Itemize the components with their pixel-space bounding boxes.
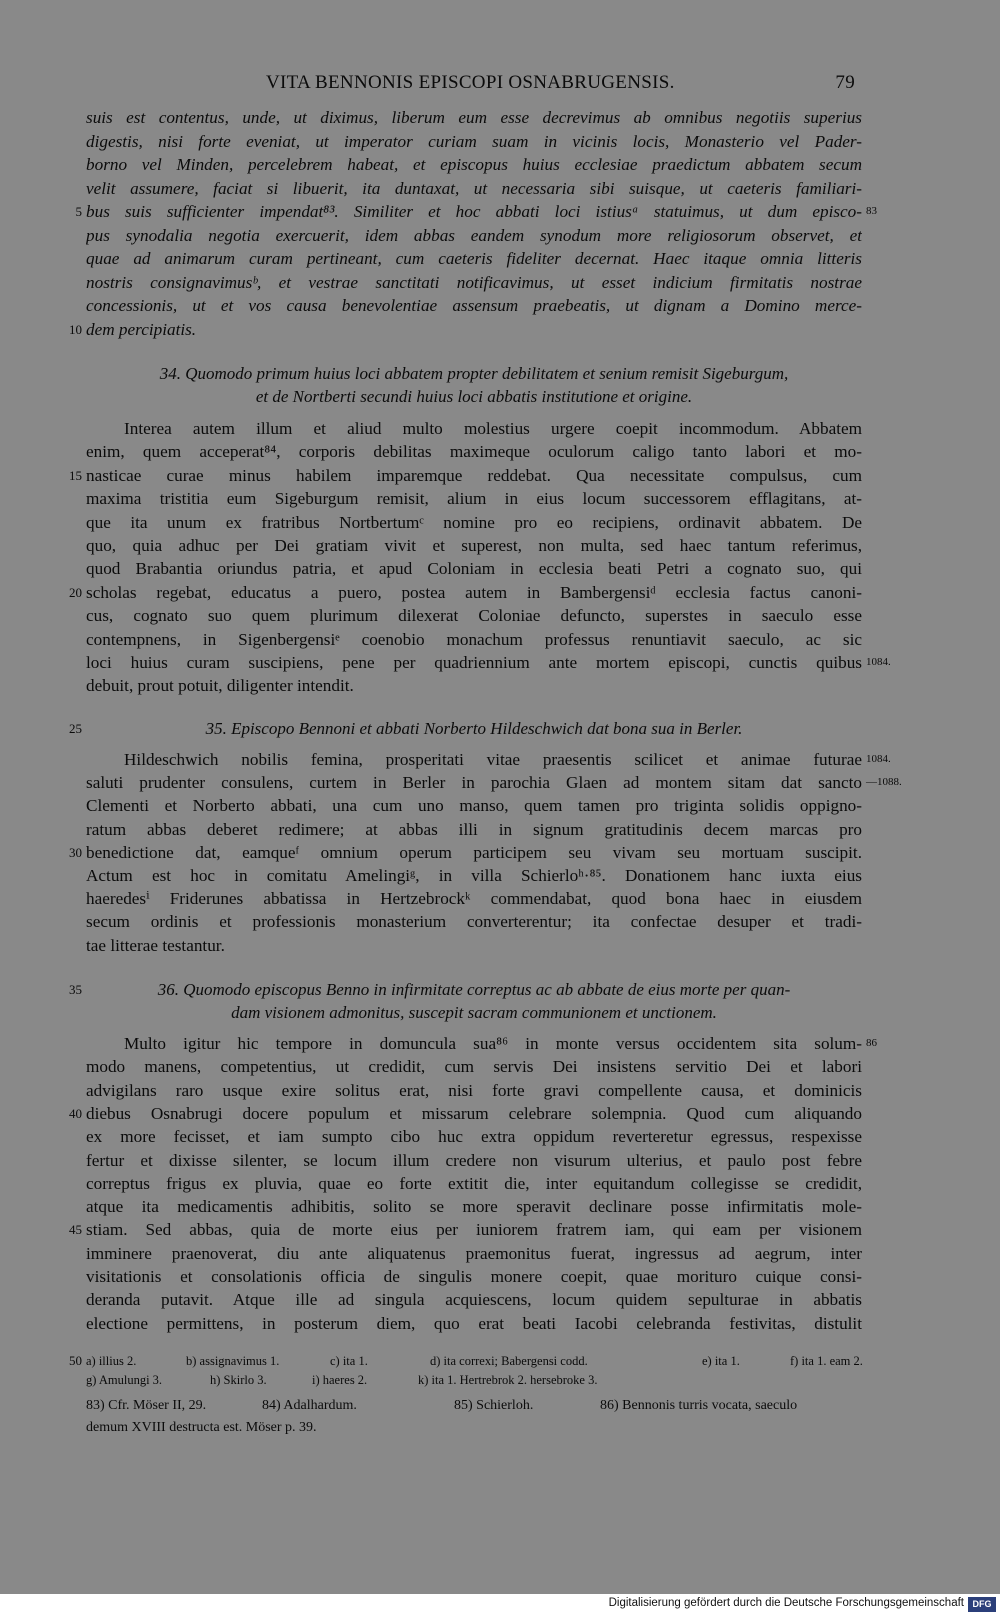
text-line: suis est contentus, unde, ut diximus, liberum eum esse decrevimus ab omnibus negotiis superius [86, 108, 862, 127]
text-line: maxima tristitia eum Sigeburgum remisit, alium in eius locum successorem efflagitans, at- [86, 489, 862, 508]
text-line: Hildeschwich nobilis femina, prosperitati vitae praesentis scilicet et animae futurae [124, 750, 862, 769]
apparatus-note: k) ita 1. Hertrebrok 2. hersebroke 3. [418, 1373, 598, 1387]
funding-credit: Digitalisierung gefördert durch die Deutsche Forschungsgemeinschaft [608, 1597, 964, 1609]
text-line: electione permittens, in posterum diem, quo erat beati Iacobi celebranda festivitas, distulit [86, 1314, 862, 1333]
text-line: scholas regebat, educatus a puero, postea autem in Bambergensiᵈ ecclesia factus canoni- [86, 583, 862, 602]
line-number: 35 [69, 982, 82, 997]
margin-note: 1084. [866, 656, 891, 668]
text-line: que ita unum ex fratribus Nortbertumᶜ nomine pro eo recipiens, ordinavit abbatem. De [86, 513, 862, 532]
apparatus-note: a) illius 2. [86, 1354, 137, 1368]
running-title: VITA BENNONIS EPISCOPI OSNABRUGENSIS. [266, 72, 675, 93]
text-line: stiam. Sed abbas, quia de morte eius per iuniorem fratrem iam, qui eam per visionem [86, 1220, 862, 1239]
text-line: deranda putavit. Atque ille ad singula acquiescens, locum quidem sepulturae in abbatis [86, 1290, 862, 1309]
text-line: enim, quem acceperat⁸⁴, corporis debilitas maximeque oculorum caligo tanto labori et mo- [86, 442, 862, 461]
text-line: quo, quia adhuc per Dei gratiam vivit et superest, non multa, sed haec tantum referimus, [86, 536, 862, 555]
line-number: 5 [75, 204, 82, 219]
text-line: loci huius curam suscipiens, pene per quadriennium ante mortem episcopi, cunctis quibus [86, 653, 862, 672]
line-number: 40 [69, 1106, 82, 1121]
text-line: dem percipiatis. [86, 320, 197, 339]
text-line: tae litterae testantur. [86, 936, 225, 955]
margin-note: 1084. [866, 753, 891, 765]
text-line: contempnens, in Sigenbergensiᵉ coenobio monachum professus renuntiavit saeculo, ac sic [86, 630, 862, 649]
line-number: 10 [69, 322, 82, 337]
line-number: 30 [69, 845, 82, 860]
text-line: quae ad animarum curam pertineant, cum caeteris fideliter decernat. Haec itaque omnia litteris [86, 249, 862, 268]
text-line: Clementi et Norberto abbati, una cum uno manso, quem tamen pro triginta solidis oppigno- [86, 796, 862, 815]
running-header [258, 72, 863, 98]
text-line: diebus Osnabrugi docere populum et missarum celebrare solempnia. Quod cum aliquando [86, 1104, 862, 1123]
text-line: pus synodalia negotia exercuerit, idem abbas eandem synodum more religiosorum observet, et [86, 226, 862, 245]
text-line: advigilans raro usque exire solitus erat, nisi forte gravi compellente causa, et dominicis [86, 1081, 862, 1100]
text-line: concessionis, ut et vos causa benevolentiae assensum praebeatis, ut dignam a Domino merce- [86, 296, 862, 315]
line-number: 15 [69, 468, 82, 483]
section-heading-36: 36. Quomodo episcopus Benno in infirmitate correptus ac ab abbate de eius morte per quan- [157, 980, 791, 999]
text-line: secum ordinis et professionis monasterium converterentur; ita confectae desuper et tradi- [86, 912, 862, 931]
margin-note: 83 [866, 205, 877, 217]
text-line: imminere praenoverat, diu ante aliquatenus praemonitus fuerat, ingressus ad aegrum, inter [86, 1244, 862, 1263]
margin-note: —1088. [866, 776, 902, 788]
section-heading-36-cont: dam visionem admonitus, suscepit sacram communionem et unctionem. [231, 1003, 717, 1022]
text-line: nasticae curae minus habilem imparemque reddebat. Qua necessitate compulsus, cum [86, 466, 862, 485]
text-line: haeredesⁱ Friderunes abbatissa in Hertzebrockᵏ commendabat, quod bona haec in eiusdem [86, 889, 862, 908]
footnote: 86) Bennonis turris vocata, saeculo [600, 1398, 798, 1413]
margin-note: 86 [866, 1037, 877, 1049]
text-line: saluti prudenter consulens, curtem in Berler in parochia Glaen ad montem sitam dat sancto [86, 773, 862, 792]
text-line: borno vel Minden, percelebrem habeat, et episcopus huius ecclesiae praedictum abbatem secum [86, 155, 862, 174]
text-line: atque ita medicamentis adhibitis, solito se more speravit declinare posse infirmitatis mole- [86, 1197, 862, 1216]
digitization-footer [0, 1594, 1000, 1616]
line-number: 25 [69, 721, 82, 736]
page-number: 79 [835, 72, 855, 93]
line-number: 50 [69, 1353, 82, 1368]
dfg-logo: DFG [968, 1597, 996, 1612]
text-line: ratum abbas deberet redimere; at abbas illi in signum gratitudinis decem marcas pro [86, 820, 862, 839]
text-line: cus, cognato suo quem plurimum dilexerat Coloniae defuncto, superstes in saeculo esse [86, 606, 862, 625]
section-heading-35: 35. Episcopo Bennoni et abbati Norberto Hildeschwich dat bona sua in Berler. [205, 719, 743, 738]
text-line: digestis, nisi forte eveniat, ut imperator curiam suam in vicinis locis, Monasterio vel Pader- [86, 132, 862, 151]
text-line: Multo igitur hic tempore in domuncula sua⁸⁶ in monte versus occidentem sita solum- [124, 1034, 862, 1053]
footnote: 84) Adalhardum. [262, 1398, 357, 1413]
text-line: Actum est hoc in comitatu Amelingiᵍ, in villa Schierloʰ·⁸⁵. Donationem hanc iuxta eius [86, 866, 862, 885]
section-heading-34: 34. Quomodo primum huius loci abbatem propter debilitatem et senium remisit Sigeburgum, [159, 364, 789, 383]
section-heading-34-cont: et de Nortberti secundi huius loci abbatis institutione et origine. [255, 387, 693, 406]
apparatus-note: d) ita correxi; Babergensi codd. [430, 1354, 588, 1368]
footnote-continuation: demum XVIII destructa est. Möser p. 39. [86, 1420, 317, 1435]
text-line: visitationis et consolationis officia de singulis monere coepit, quae morituro cuique consi- [86, 1267, 862, 1286]
apparatus-note: g) Amulungi 3. [86, 1373, 163, 1387]
text-line: Interea autem illum et aliud multo molestius urgere coepit incommodum. Abbatem [124, 419, 862, 438]
apparatus-note: i) haeres 2. [312, 1373, 368, 1387]
text-line: velit assumere, faciat si libuerit, ita duntaxat, ut necessaria sibi suisque, ut caeteris familiari- [86, 179, 862, 198]
text-line: debuit, prout potuit, diligenter intendit. [86, 676, 354, 695]
text-line: fertur et dixisse silenter, se locum illum credere non visurum ulterius, et paulo post febre [86, 1151, 862, 1170]
line-number: 20 [69, 585, 82, 600]
footnote: 83) Cfr. Möser II, 29. [86, 1398, 207, 1413]
apparatus-note: h) Skirlo 3. [210, 1373, 267, 1387]
apparatus-note: c) ita 1. [330, 1354, 368, 1368]
text-line: nostris consignavimusᵇ, et vestrae sanctitati notificavimus, ut esset indicium firmitatis nostrae [86, 273, 862, 292]
footnote: 85) Schierloh. [454, 1398, 534, 1413]
text-line: correptus frigus ex pluvia, quae eo forte extitit die, inter equitandum collegisse se credidit, [86, 1174, 862, 1193]
text-line: benedictione dat, eamqueᶠ omnium operum participem seu vivam seu mortuam suscipit. [86, 843, 862, 862]
apparatus-note: e) ita 1. [702, 1354, 740, 1368]
text-line: modo manens, competentius, ut credidit, cum servis Dei insistens servitio Dei et labori [86, 1057, 862, 1076]
text-line: quod Brabantia oriundus patria, et apud Coloniam in ecclesia beati Petri a cognato suo, qui [86, 559, 862, 578]
line-number: 45 [69, 1222, 82, 1237]
apparatus-note: f) ita 1. eam 2. [790, 1354, 863, 1368]
apparatus-note: b) assignavimus 1. [186, 1354, 280, 1368]
text-line: bus suis sufficienter impendat⁸³. Similiter et hoc abbati loci istiusᵃ statuimus, ut dum episco- [86, 202, 862, 221]
text-line: ex more fecisset, et iam sumpto cibo huc extra oppidum reverteretur egressus, respexisse [86, 1127, 862, 1146]
